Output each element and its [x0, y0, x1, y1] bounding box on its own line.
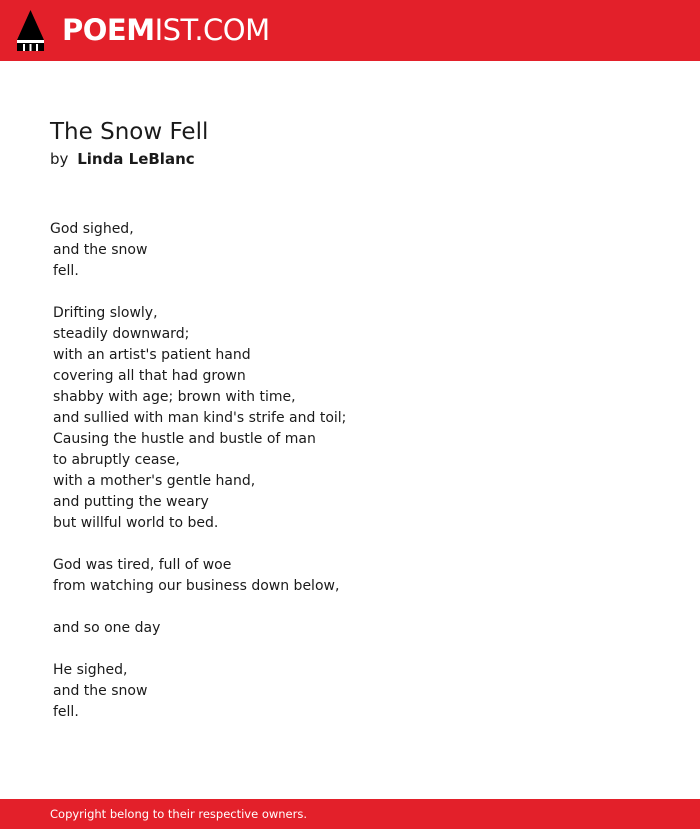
by-label: by — [50, 150, 69, 168]
copyright-text: Copyright belong to their respective owners. — [50, 807, 308, 821]
poem-line: with a mother's gentle hand, — [53, 473, 256, 489]
author-name: Linda LeBlanc — [77, 150, 195, 168]
poem-line: and putting the weary — [53, 494, 209, 510]
poem-line: and sullied with man kind's strife and toil; — [53, 410, 347, 426]
poem-line: fell. — [53, 704, 79, 720]
poem-line: covering all that had grown — [53, 368, 246, 384]
poem-body — [50, 219, 346, 723]
site-footer — [0, 799, 700, 829]
poem-line: God was tired, full of woe — [53, 557, 232, 573]
poem-line: to abruptly cease, — [53, 452, 180, 468]
poem-line: but willful world to bed. — [53, 515, 219, 531]
poem-line: from watching our business down below, — [53, 578, 340, 594]
site-logo[interactable] — [62, 13, 270, 47]
stanza-break — [50, 639, 346, 660]
poem-line: Causing the hustle and bustle of man — [53, 431, 316, 447]
logo-brand-bold: POEM — [62, 13, 155, 47]
poem-line: and the snow — [53, 683, 148, 699]
poem-line: with an artist's patient hand — [53, 347, 251, 363]
byline — [50, 148, 195, 170]
pencil-icon — [17, 10, 44, 51]
poem-line: He sighed, — [53, 662, 128, 678]
stanza-break — [50, 282, 346, 303]
poem-line: Drifting slowly, — [53, 305, 158, 321]
poem-line: and the snow — [53, 242, 148, 258]
poem-title: The Snow Fell — [50, 119, 209, 145]
poem-line: fell. — [53, 263, 79, 279]
poem-line: and so one day — [53, 620, 161, 636]
stanza-break — [50, 597, 346, 618]
stanza-break — [50, 534, 346, 555]
poem-line: shabby with age; brown with time, — [53, 389, 296, 405]
poem-line: God sighed, — [50, 221, 134, 237]
site-header — [0, 0, 700, 61]
poem-line: steadily downward; — [53, 326, 190, 342]
logo-brand-light: IST.COM — [154, 13, 270, 47]
